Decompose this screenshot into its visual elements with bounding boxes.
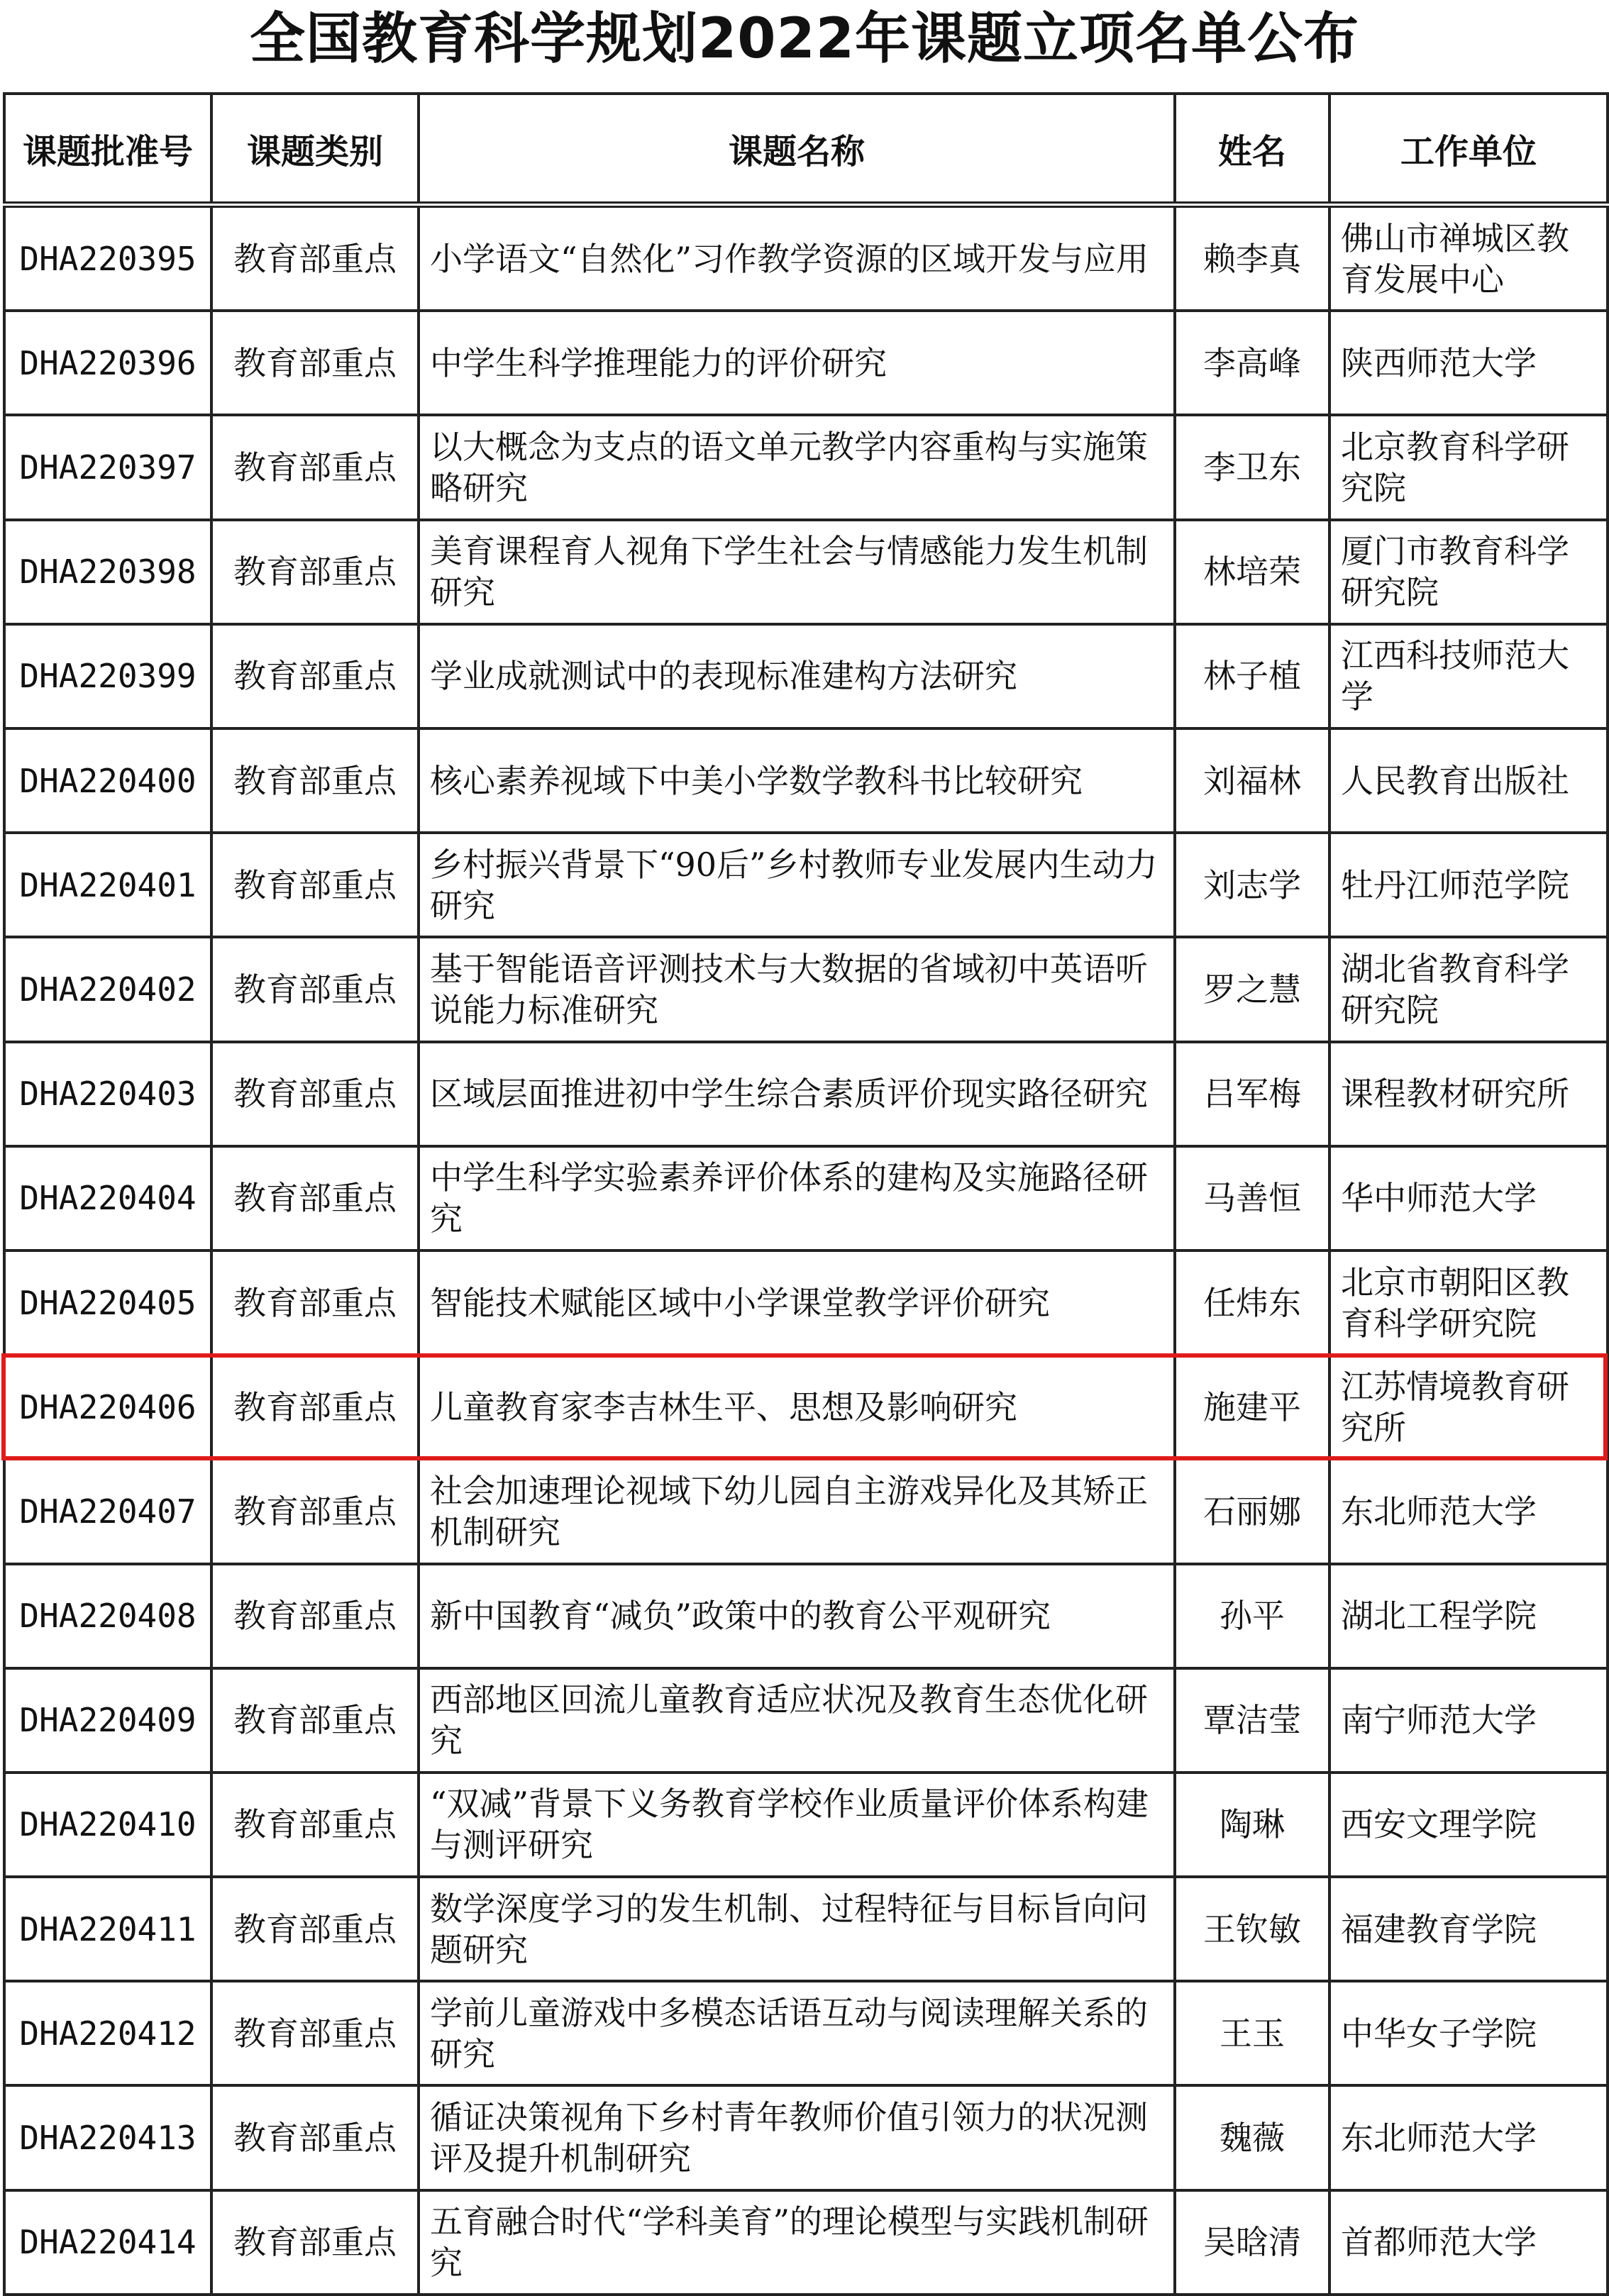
work-unit-cell: 佛山市禅城区教育发展中心: [1329, 205, 1608, 311]
table-row: [4, 1355, 1608, 1459]
page-title: 全国教育科学规划2022年课题立项名单公布: [249, 7, 1360, 71]
table-row: [4, 2190, 1608, 2295]
work-unit-cell: 东北师范大学: [1329, 1459, 1608, 1563]
project-title-cell: 学业成就测试中的表现标准建构方法研究: [419, 624, 1175, 728]
category-cell: 教育部重点: [211, 1459, 419, 1563]
category-cell: 教育部重点: [211, 1877, 419, 1981]
project-id-cell: DHA220406: [4, 1355, 211, 1459]
table-row: [4, 1042, 1608, 1146]
table-row: [4, 520, 1608, 624]
work-unit-cell: 中华女子学院: [1329, 1981, 1608, 2085]
category-cell: 教育部重点: [211, 520, 419, 624]
work-unit-cell: 北京市朝阳区教育科学研究院: [1329, 1250, 1608, 1355]
work-unit-cell: 首都师范大学: [1329, 2190, 1608, 2295]
person-name-cell: 刘志学: [1175, 833, 1329, 937]
project-title-cell: 区域层面推进初中学生综合素质评价现实路径研究: [419, 1042, 1175, 1146]
project-id-cell: DHA220397: [4, 415, 211, 519]
project-id-cell: DHA220400: [4, 728, 211, 833]
project-id-cell: DHA220414: [4, 2190, 211, 2295]
project-title-cell: 新中国教育“减负”政策中的教育公平观研究: [419, 1564, 1175, 1668]
project-id-cell: DHA220410: [4, 1773, 211, 1877]
category-cell: 教育部重点: [211, 1773, 419, 1877]
column-header-category: 课题类别: [211, 94, 419, 205]
project-title-cell: “双减”背景下义务教育学校作业质量评价体系构建与测评研究: [419, 1773, 1175, 1877]
category-cell: 教育部重点: [211, 1042, 419, 1146]
person-name-cell: 刘福林: [1175, 728, 1329, 833]
category-cell: 教育部重点: [211, 1564, 419, 1668]
column-header-title: 课题名称: [419, 94, 1175, 205]
table-row: [4, 311, 1608, 415]
column-header-name: 姓名: [1175, 94, 1329, 205]
table-row: [4, 833, 1608, 937]
category-cell: 教育部重点: [211, 833, 419, 937]
table-row: [4, 1877, 1608, 1981]
table-row: [4, 1981, 1608, 2085]
person-name-cell: 孙平: [1175, 1564, 1329, 1668]
person-name-cell: 林子植: [1175, 624, 1329, 728]
person-name-cell: 林培荣: [1175, 520, 1329, 624]
person-name-cell: 任炜东: [1175, 1250, 1329, 1355]
person-name-cell: 陶琳: [1175, 1773, 1329, 1877]
person-name-cell: 石丽娜: [1175, 1459, 1329, 1563]
category-cell: 教育部重点: [211, 205, 419, 311]
project-id-cell: DHA220398: [4, 520, 211, 624]
category-cell: 教育部重点: [211, 415, 419, 519]
project-title-cell: 美育课程育人视角下学生社会与情感能力发生机制研究: [419, 520, 1175, 624]
category-cell: 教育部重点: [211, 311, 419, 415]
work-unit-cell: 东北师范大学: [1329, 2085, 1608, 2190]
category-cell: 教育部重点: [211, 1250, 419, 1355]
project-id-cell: DHA220412: [4, 1981, 211, 2085]
project-title-cell: 循证决策视角下乡村青年教师价值引领力的状况测评及提升机制研究: [419, 2085, 1175, 2190]
project-title-cell: 智能技术赋能区域中小学课堂教学评价研究: [419, 1250, 1175, 1355]
project-id-cell: DHA220399: [4, 624, 211, 728]
work-unit-cell: 江苏情境教育研究所: [1329, 1355, 1608, 1459]
person-name-cell: 李高峰: [1175, 311, 1329, 415]
work-unit-cell: 陕西师范大学: [1329, 311, 1608, 415]
category-cell: 教育部重点: [211, 1355, 419, 1459]
project-id-cell: DHA220404: [4, 1146, 211, 1250]
project-title-cell: 西部地区回流儿童教育适应状况及教育生态优化研究: [419, 1668, 1175, 1773]
project-title-cell: 数学深度学习的发生机制、过程特征与目标旨向问题研究: [419, 1877, 1175, 1981]
project-title-cell: 核心素养视域下中美小学数学教科书比较研究: [419, 728, 1175, 833]
project-id-cell: DHA220411: [4, 1877, 211, 1981]
project-title-cell: 中学生科学实验素养评价体系的建构及实施路径研究: [419, 1146, 1175, 1250]
project-title-cell: 基于智能语音评测技术与大数据的省域初中英语听说能力标准研究: [419, 937, 1175, 1041]
table-row: [4, 1459, 1608, 1563]
person-name-cell: 李卫东: [1175, 415, 1329, 519]
person-name-cell: 马善恒: [1175, 1146, 1329, 1250]
project-id-cell: DHA220407: [4, 1459, 211, 1563]
person-name-cell: 魏薇: [1175, 2085, 1329, 2190]
category-cell: 教育部重点: [211, 1146, 419, 1250]
table-row: [4, 728, 1608, 833]
project-title-cell: 小学语文“自然化”习作教学资源的区域开发与应用: [419, 205, 1175, 311]
project-id-cell: DHA220413: [4, 2085, 211, 2190]
work-unit-cell: 湖北省教育科学研究院: [1329, 937, 1608, 1041]
work-unit-cell: 湖北工程学院: [1329, 1564, 1608, 1668]
table-row: [4, 624, 1608, 728]
person-name-cell: 吴晗清: [1175, 2190, 1329, 2295]
work-unit-cell: 江西科技师范大学: [1329, 624, 1608, 728]
project-title-cell: 学前儿童游戏中多模态话语互动与阅读理解关系的研究: [419, 1981, 1175, 2085]
project-id-cell: DHA220405: [4, 1250, 211, 1355]
work-unit-cell: 西安文理学院: [1329, 1773, 1608, 1877]
person-name-cell: 赖李真: [1175, 205, 1329, 311]
project-title-cell: 乡村振兴背景下“90后”乡村教师专业发展内生动力研究: [419, 833, 1175, 937]
person-name-cell: 王玉: [1175, 1981, 1329, 2085]
table-row: [4, 1564, 1608, 1668]
table-row: [4, 937, 1608, 1041]
project-title-cell: 五育融合时代“学科美育”的理论模型与实践机制研究: [419, 2190, 1175, 2295]
work-unit-cell: 课程教材研究所: [1329, 1042, 1608, 1146]
person-name-cell: 罗之慧: [1175, 937, 1329, 1041]
project-id-cell: DHA220409: [4, 1668, 211, 1773]
project-id-cell: DHA220395: [4, 205, 211, 311]
project-id-cell: DHA220402: [4, 937, 211, 1041]
table-row: [4, 415, 1608, 519]
table-row: [4, 205, 1608, 311]
project-id-cell: DHA220408: [4, 1564, 211, 1668]
table-row: [4, 1668, 1608, 1773]
category-cell: 教育部重点: [211, 1981, 419, 2085]
project-list-table: [3, 92, 1609, 2296]
table-row: [4, 1250, 1608, 1355]
project-id-cell: DHA220403: [4, 1042, 211, 1146]
person-name-cell: 吕军梅: [1175, 1042, 1329, 1146]
category-cell: 教育部重点: [211, 728, 419, 833]
category-cell: 教育部重点: [211, 624, 419, 728]
person-name-cell: 覃洁莹: [1175, 1668, 1329, 1773]
table-row: [4, 1146, 1608, 1250]
work-unit-cell: 北京教育科学研究院: [1329, 415, 1608, 519]
table-row: [4, 2085, 1608, 2190]
category-cell: 教育部重点: [211, 937, 419, 1041]
work-unit-cell: 福建教育学院: [1329, 1877, 1608, 1981]
column-header-id: 课题批准号: [4, 94, 211, 205]
project-id-cell: DHA220396: [4, 311, 211, 415]
project-id-cell: DHA220401: [4, 833, 211, 937]
person-name-cell: 施建平: [1175, 1355, 1329, 1459]
work-unit-cell: 厦门市教育科学研究院: [1329, 520, 1608, 624]
table-header-row: [4, 94, 1608, 205]
project-title-cell: 儿童教育家李吉林生平、思想及影响研究: [419, 1355, 1175, 1459]
work-unit-cell: 华中师范大学: [1329, 1146, 1608, 1250]
category-cell: 教育部重点: [211, 2085, 419, 2190]
category-cell: 教育部重点: [211, 1668, 419, 1773]
work-unit-cell: 南宁师范大学: [1329, 1668, 1608, 1773]
project-title-cell: 以大概念为支点的语文单元教学内容重构与实施策略研究: [419, 415, 1175, 519]
work-unit-cell: 人民教育出版社: [1329, 728, 1608, 833]
project-title-cell: 中学生科学推理能力的评价研究: [419, 311, 1175, 415]
category-cell: 教育部重点: [211, 2190, 419, 2295]
work-unit-cell: 牡丹江师范学院: [1329, 833, 1608, 937]
table-row: [4, 1773, 1608, 1877]
column-header-unit: 工作单位: [1329, 94, 1608, 205]
person-name-cell: 王钦敏: [1175, 1877, 1329, 1981]
project-title-cell: 社会加速理论视域下幼儿园自主游戏异化及其矫正机制研究: [419, 1459, 1175, 1563]
